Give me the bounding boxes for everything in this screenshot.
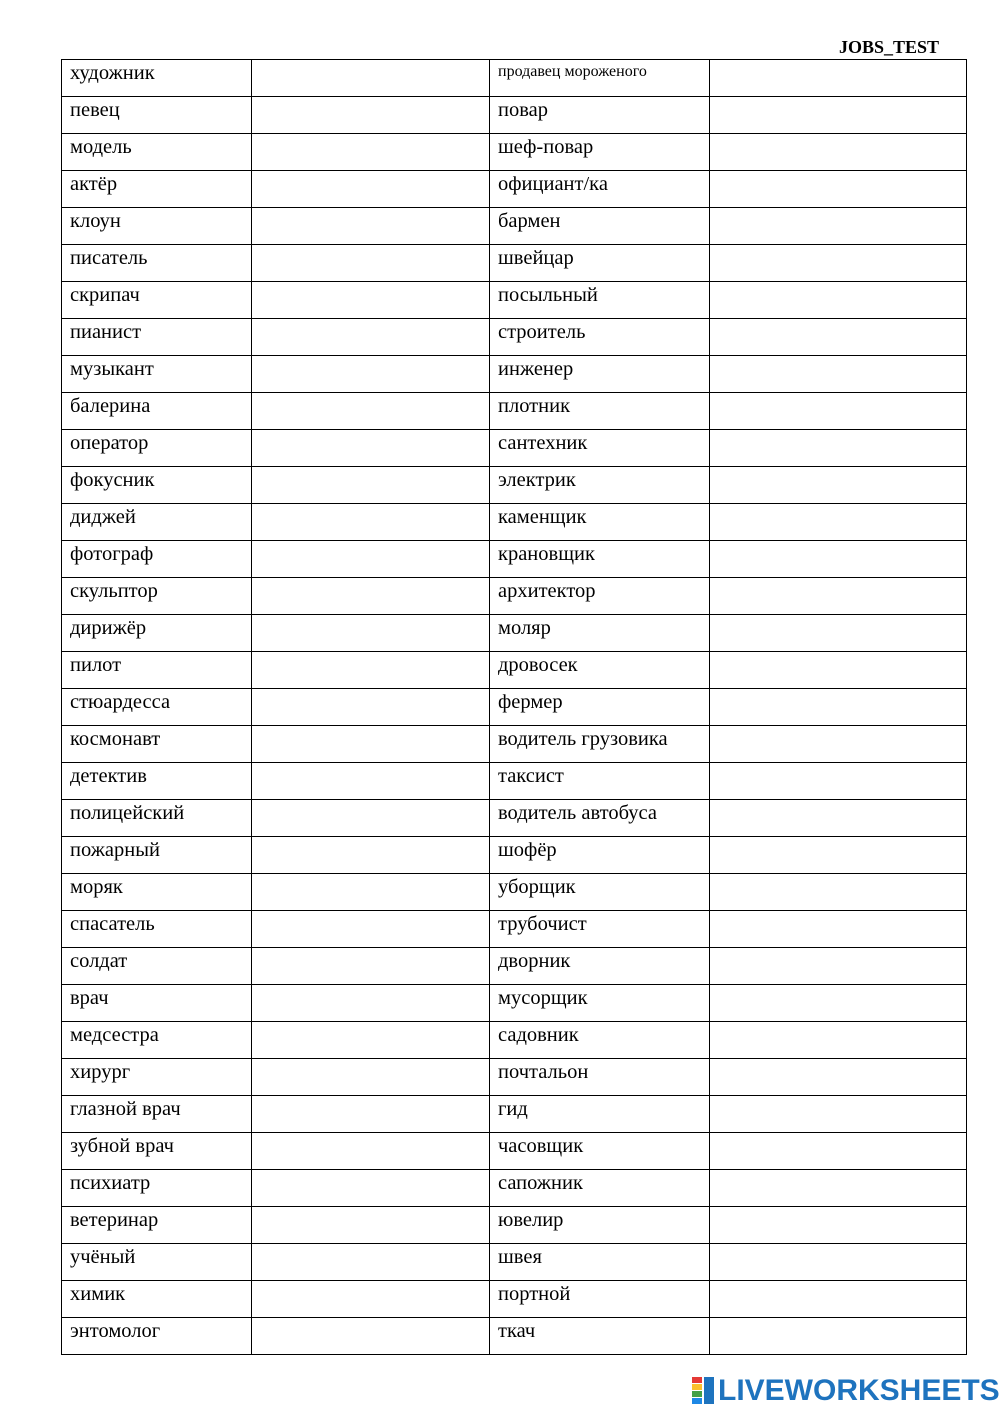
- table-row: [62, 1096, 967, 1133]
- job-word-right: каменщик: [490, 504, 710, 541]
- answer-input-right[interactable]: [718, 913, 958, 947]
- answer-cell-left: [252, 800, 490, 837]
- table-row: [62, 97, 967, 134]
- answer-cell-right: [710, 652, 967, 689]
- answer-cell-left: [252, 504, 490, 541]
- answer-input-right[interactable]: [718, 1246, 958, 1280]
- job-word-left: фокусник: [62, 467, 252, 504]
- answer-input-left[interactable]: [260, 358, 481, 392]
- answer-input-left[interactable]: [260, 1024, 481, 1058]
- answer-input-left[interactable]: [260, 1135, 481, 1169]
- answer-input-right[interactable]: [718, 395, 958, 429]
- answer-cell-right: [710, 134, 967, 171]
- job-word-right: посыльный: [490, 282, 710, 319]
- answer-cell-right: [710, 726, 967, 763]
- job-word-left: скрипач: [62, 282, 252, 319]
- answer-cell-left: [252, 1133, 490, 1170]
- job-word-right: водитель грузовика: [490, 726, 710, 763]
- answer-cell-right: [710, 948, 967, 985]
- job-word-right: сантехник: [490, 430, 710, 467]
- answer-input-right[interactable]: [718, 1098, 958, 1132]
- table-row: [62, 467, 967, 504]
- answer-input-right[interactable]: [718, 802, 958, 836]
- answer-cell-left: [252, 1207, 490, 1244]
- answer-input-left[interactable]: [260, 321, 481, 355]
- table-row: [62, 763, 967, 800]
- table-row: [62, 1059, 967, 1096]
- answer-input-left[interactable]: [260, 543, 481, 577]
- answer-input-right[interactable]: [718, 543, 958, 577]
- answer-input-right[interactable]: [718, 99, 958, 133]
- answer-cell-right: [710, 1133, 967, 1170]
- answer-cell-left: [252, 97, 490, 134]
- job-word-right: швея: [490, 1244, 710, 1281]
- answer-cell-right: [710, 1022, 967, 1059]
- job-word-right: уборщик: [490, 874, 710, 911]
- table-row: [62, 874, 967, 911]
- table-row: [62, 837, 967, 874]
- job-word-left: учёный: [62, 1244, 252, 1281]
- answer-input-left[interactable]: [260, 1283, 481, 1317]
- job-word-left: хирург: [62, 1059, 252, 1096]
- answer-input-left[interactable]: [260, 654, 481, 688]
- answer-cell-right: [710, 97, 967, 134]
- answer-cell-left: [252, 282, 490, 319]
- job-word-left: художник: [62, 60, 252, 97]
- job-word-left: писатель: [62, 245, 252, 282]
- job-word-right: бармен: [490, 208, 710, 245]
- job-word-left: зубной врач: [62, 1133, 252, 1170]
- answer-cell-right: [710, 319, 967, 356]
- table-row: [62, 393, 967, 430]
- answer-input-left[interactable]: [260, 395, 481, 429]
- table-row: [62, 208, 967, 245]
- answer-input-right[interactable]: [718, 136, 958, 170]
- answer-input-left[interactable]: [260, 432, 481, 466]
- job-word-left: музыкант: [62, 356, 252, 393]
- answer-cell-right: [710, 800, 967, 837]
- answer-cell-right: [710, 1170, 967, 1207]
- job-word-left: балерина: [62, 393, 252, 430]
- answer-input-right[interactable]: [718, 876, 958, 910]
- answer-cell-left: [252, 1318, 490, 1355]
- job-word-right: сапожник: [490, 1170, 710, 1207]
- answer-cell-right: [710, 1281, 967, 1318]
- jobs-table: [61, 59, 967, 1355]
- answer-input-left[interactable]: [260, 765, 481, 799]
- answer-cell-left: [252, 911, 490, 948]
- answer-input-right[interactable]: [718, 580, 958, 614]
- answer-cell-left: [252, 1022, 490, 1059]
- table-row: [62, 948, 967, 985]
- job-word-right: плотник: [490, 393, 710, 430]
- answer-cell-right: [710, 208, 967, 245]
- job-word-left: дирижёр: [62, 615, 252, 652]
- job-word-right: инженер: [490, 356, 710, 393]
- table-row: [62, 689, 967, 726]
- answer-input-left[interactable]: [260, 1209, 481, 1243]
- answer-input-right[interactable]: [718, 469, 958, 503]
- answer-cell-left: [252, 1170, 490, 1207]
- job-word-left: солдат: [62, 948, 252, 985]
- table-row: [62, 1170, 967, 1207]
- job-word-left: стюардесса: [62, 689, 252, 726]
- answer-cell-left: [252, 1096, 490, 1133]
- answer-input-left[interactable]: [260, 62, 481, 96]
- job-word-left: психиатр: [62, 1170, 252, 1207]
- table-row: [62, 541, 967, 578]
- job-word-left: клоун: [62, 208, 252, 245]
- job-word-right: мусорщик: [490, 985, 710, 1022]
- answer-cell-left: [252, 578, 490, 615]
- answer-input-right[interactable]: [718, 1061, 958, 1095]
- answer-input-left[interactable]: [260, 247, 481, 281]
- table-row: [62, 134, 967, 171]
- table-row: [62, 282, 967, 319]
- table-row: [62, 1207, 967, 1244]
- job-word-right: ювелир: [490, 1207, 710, 1244]
- table-row: [62, 652, 967, 689]
- answer-cell-right: [710, 689, 967, 726]
- table-row: [62, 171, 967, 208]
- job-word-right: дровосек: [490, 652, 710, 689]
- job-word-right: повар: [490, 97, 710, 134]
- job-word-left: космонавт: [62, 726, 252, 763]
- job-word-right: продавец мороженого: [490, 60, 710, 97]
- answer-input-right[interactable]: [718, 839, 958, 873]
- answer-cell-left: [252, 763, 490, 800]
- table-row: [62, 911, 967, 948]
- job-word-left: химик: [62, 1281, 252, 1318]
- answer-input-right[interactable]: [718, 1172, 958, 1206]
- answer-cell-right: [710, 1244, 967, 1281]
- answer-input-left[interactable]: [260, 284, 481, 318]
- job-word-right: таксист: [490, 763, 710, 800]
- answer-input-left[interactable]: [260, 617, 481, 651]
- answer-cell-left: [252, 726, 490, 763]
- job-word-right: моляр: [490, 615, 710, 652]
- job-word-left: скульптор: [62, 578, 252, 615]
- job-word-right: швейцар: [490, 245, 710, 282]
- answer-cell-right: [710, 578, 967, 615]
- answer-input-left[interactable]: [260, 173, 481, 207]
- answer-input-left[interactable]: [260, 1098, 481, 1132]
- answer-input-right[interactable]: [718, 321, 958, 355]
- job-word-left: диджей: [62, 504, 252, 541]
- answer-input-right[interactable]: [718, 506, 958, 540]
- answer-input-left[interactable]: [260, 580, 481, 614]
- job-word-right: ткач: [490, 1318, 710, 1355]
- answer-input-left[interactable]: [260, 1172, 481, 1206]
- table-row: [62, 1318, 967, 1355]
- answer-cell-left: [252, 356, 490, 393]
- answer-cell-left: [252, 393, 490, 430]
- job-word-left: спасатель: [62, 911, 252, 948]
- liveworksheets-logo: [692, 1376, 1000, 1406]
- job-word-right: шеф-повар: [490, 134, 710, 171]
- job-word-left: актёр: [62, 171, 252, 208]
- job-word-left: полицейский: [62, 800, 252, 837]
- answer-input-left[interactable]: [260, 691, 481, 725]
- answer-cell-left: [252, 319, 490, 356]
- table-row: [62, 800, 967, 837]
- answer-cell-left: [252, 985, 490, 1022]
- answer-input-left[interactable]: [260, 99, 481, 133]
- answer-input-left[interactable]: [260, 839, 481, 873]
- answer-input-right[interactable]: [718, 210, 958, 244]
- table-row: [62, 245, 967, 282]
- answer-input-right[interactable]: [718, 950, 958, 984]
- job-word-right: водитель автобуса: [490, 800, 710, 837]
- job-word-left: модель: [62, 134, 252, 171]
- answer-input-right[interactable]: [718, 691, 958, 725]
- answer-cell-left: [252, 689, 490, 726]
- table-row: [62, 319, 967, 356]
- job-word-left: медсестра: [62, 1022, 252, 1059]
- table-row: [62, 578, 967, 615]
- job-word-right: фермер: [490, 689, 710, 726]
- job-word-left: фотограф: [62, 541, 252, 578]
- job-word-right: крановщик: [490, 541, 710, 578]
- answer-input-right[interactable]: [718, 1320, 958, 1354]
- answer-input-left[interactable]: [260, 1246, 481, 1280]
- answer-cell-right: [710, 1207, 967, 1244]
- job-word-left: ветеринар: [62, 1207, 252, 1244]
- job-word-right: архитектор: [490, 578, 710, 615]
- answer-input-right[interactable]: [718, 247, 958, 281]
- answer-cell-right: [710, 615, 967, 652]
- answer-cell-right: [710, 1318, 967, 1355]
- answer-cell-right: [710, 763, 967, 800]
- table-row: [62, 1022, 967, 1059]
- answer-input-right[interactable]: [718, 173, 958, 207]
- answer-cell-right: [710, 1059, 967, 1096]
- answer-input-right[interactable]: [718, 617, 958, 651]
- answer-cell-right: [710, 467, 967, 504]
- job-word-right: гид: [490, 1096, 710, 1133]
- job-word-right: дворник: [490, 948, 710, 985]
- job-word-left: глазной врач: [62, 1096, 252, 1133]
- table-row: [62, 1281, 967, 1318]
- job-word-left: энтомолог: [62, 1318, 252, 1355]
- job-word-right: шофёр: [490, 837, 710, 874]
- answer-input-right[interactable]: [718, 284, 958, 318]
- answer-cell-right: [710, 911, 967, 948]
- job-word-left: пилот: [62, 652, 252, 689]
- answer-cell-right: [710, 504, 967, 541]
- table-row: [62, 985, 967, 1022]
- answer-cell-right: [710, 171, 967, 208]
- job-word-left: пианист: [62, 319, 252, 356]
- answer-cell-left: [252, 615, 490, 652]
- answer-cell-left: [252, 1281, 490, 1318]
- job-word-left: певец: [62, 97, 252, 134]
- answer-cell-left: [252, 652, 490, 689]
- answer-input-left[interactable]: [260, 210, 481, 244]
- answer-input-right[interactable]: [718, 62, 958, 96]
- answer-cell-right: [710, 985, 967, 1022]
- answer-cell-right: [710, 393, 967, 430]
- job-word-right: портной: [490, 1281, 710, 1318]
- answer-input-left[interactable]: [260, 136, 481, 170]
- answer-cell-left: [252, 1244, 490, 1281]
- answer-input-right[interactable]: [718, 765, 958, 799]
- jobs-table-body: [62, 60, 967, 1355]
- table-row: [62, 430, 967, 467]
- table-row: [62, 356, 967, 393]
- answer-cell-left: [252, 60, 490, 97]
- answer-input-left[interactable]: [260, 506, 481, 540]
- answer-cell-right: [710, 356, 967, 393]
- answer-input-left[interactable]: [260, 913, 481, 947]
- table-row: [62, 615, 967, 652]
- answer-input-right[interactable]: [718, 987, 958, 1021]
- page-title: JOBS_TEST: [838, 37, 939, 57]
- answer-cell-right: [710, 1096, 967, 1133]
- answer-cell-left: [252, 837, 490, 874]
- answer-input-left[interactable]: [260, 950, 481, 984]
- answer-input-right[interactable]: [718, 1209, 958, 1243]
- answer-input-right[interactable]: [718, 654, 958, 688]
- job-word-left: оператор: [62, 430, 252, 467]
- answer-input-right[interactable]: [718, 432, 958, 466]
- answer-cell-left: [252, 134, 490, 171]
- answer-input-right[interactable]: [718, 1135, 958, 1169]
- job-word-left: детектив: [62, 763, 252, 800]
- answer-cell-left: [252, 245, 490, 282]
- answer-cell-right: [710, 60, 967, 97]
- answer-input-right[interactable]: [718, 358, 958, 392]
- job-word-right: часовщик: [490, 1133, 710, 1170]
- answer-cell-right: [710, 874, 967, 911]
- job-word-right: строитель: [490, 319, 710, 356]
- answer-cell-left: [252, 1059, 490, 1096]
- table-row: [62, 60, 967, 97]
- answer-cell-left: [252, 208, 490, 245]
- liveworksheets-logo-icon: [692, 1377, 714, 1405]
- job-word-left: моряк: [62, 874, 252, 911]
- answer-cell-right: [710, 245, 967, 282]
- answer-cell-right: [710, 282, 967, 319]
- answer-cell-right: [710, 541, 967, 578]
- answer-input-left[interactable]: [260, 469, 481, 503]
- job-word-right: трубочист: [490, 911, 710, 948]
- table-row: [62, 726, 967, 763]
- answer-input-right[interactable]: [718, 1024, 958, 1058]
- job-word-left: пожарный: [62, 837, 252, 874]
- job-word-right: официант/ка: [490, 171, 710, 208]
- answer-input-left[interactable]: [260, 802, 481, 836]
- answer-cell-left: [252, 541, 490, 578]
- answer-cell-right: [710, 430, 967, 467]
- answer-cell-left: [252, 430, 490, 467]
- table-row: [62, 504, 967, 541]
- answer-input-right[interactable]: [718, 728, 958, 762]
- answer-cell-left: [252, 171, 490, 208]
- answer-cell-left: [252, 948, 490, 985]
- liveworksheets-logo-text: LIVEWORKSHEETS: [718, 1374, 1000, 1407]
- job-word-left: врач: [62, 985, 252, 1022]
- job-word-right: электрик: [490, 467, 710, 504]
- answer-cell-left: [252, 874, 490, 911]
- table-row: [62, 1133, 967, 1170]
- answer-input-left[interactable]: [260, 1061, 481, 1095]
- answer-input-right[interactable]: [718, 1283, 958, 1317]
- answer-input-left[interactable]: [260, 987, 481, 1021]
- table-row: [62, 1244, 967, 1281]
- answer-input-left[interactable]: [260, 876, 481, 910]
- answer-cell-right: [710, 837, 967, 874]
- job-word-right: садовник: [490, 1022, 710, 1059]
- answer-cell-left: [252, 467, 490, 504]
- answer-input-left[interactable]: [260, 1320, 481, 1354]
- job-word-right: почтальон: [490, 1059, 710, 1096]
- answer-input-left[interactable]: [260, 728, 481, 762]
